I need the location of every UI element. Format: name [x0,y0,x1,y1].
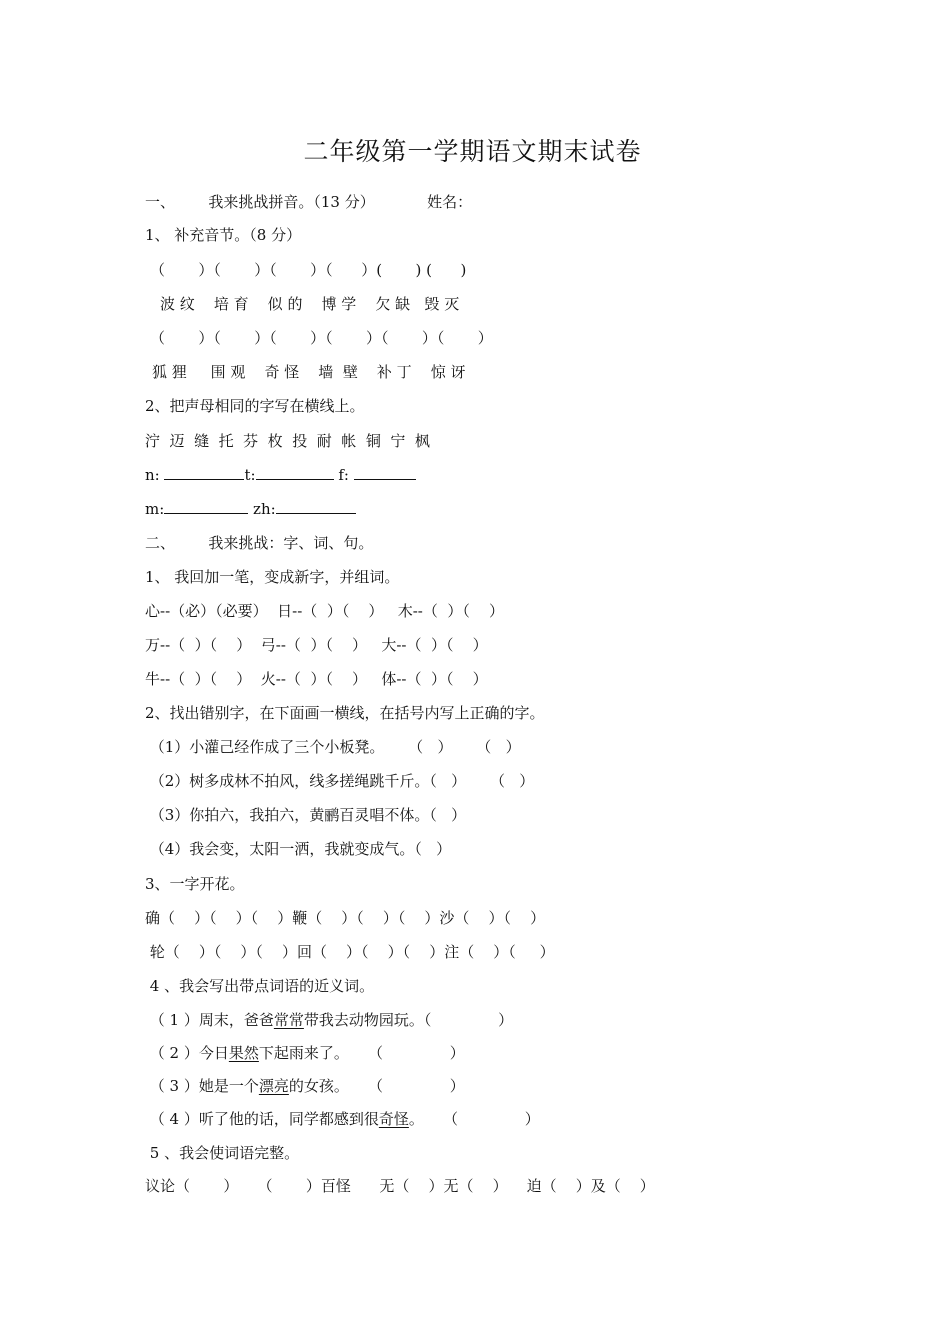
line-text: 万--（ ）（ ） 弓--（ ）（ ） 大--（ ）（ ） [145,636,488,654]
line-text: n: [145,466,165,484]
line-text: 确（ ）（ ）（ ）鞭（ ）（ ）（ ）沙（ ）（ ） [145,909,546,927]
line-text: 一、 我来挑战拼音。（13 分） 姓名： [145,193,473,211]
line-text: （ 4 ）听了他的话，同学都感到很 [145,1110,379,1128]
line-text: （2）树多成林不拍风，线多搓绳跳千斤。（ ） （ ） [145,772,535,790]
line-text: （ 2 ）今日 [145,1044,229,1062]
exam-line [150,260,466,280]
line-text: 4 、我会写出带点词语的近义词。 [145,977,375,995]
line-text: （ ）（ ）（ ）（ ）( ) ( ) [150,261,467,279]
exam-line [145,601,504,621]
answer-blank [164,499,248,514]
line-text: t: [244,466,256,484]
line-text: 2、找出错别字，在下面画一横线，在括号内写上正确的字。 [145,704,545,722]
answer-blank [354,465,416,480]
exam-line [145,1176,655,1196]
exam-line [145,431,430,451]
line-text: 心--（必）（必要） 日--（ ）（ ） 木--（ ）（ ） [145,602,504,620]
line-text: 带我去动物园玩。（ ） [303,1011,514,1029]
exam-line [145,1043,465,1063]
exam-line [145,1076,465,1096]
page-title: 二年级第一学期语文期末试卷 [303,137,642,166]
exam-line [145,192,472,212]
underlined-word: 果然 [228,1044,259,1062]
line-text: 二、 我来挑战：字、词、句。 [145,534,374,552]
line-text: 牛--（ ）（ ） 火--（ ）（ ） 体--（ ）（ ） [145,670,488,688]
underlined-word: 奇怪 [378,1110,409,1128]
exam-line [145,1010,513,1030]
line-text: f: [333,466,354,484]
exam-line [145,225,301,245]
exam-line [160,294,459,314]
exam-line [145,839,451,859]
exam-line [145,635,488,655]
line-text: （ 3 ）她是一个 [145,1077,259,1095]
exam-line [145,533,373,553]
exam-line [145,874,245,894]
exam-line [145,976,374,996]
line-text: （ 1 ）周末，爸爸 [145,1011,274,1029]
line-text: 3、一字开花。 [145,875,245,893]
exam-line [145,499,356,519]
line-text: 1、 补充音节。（8 分） [145,226,302,244]
line-text: 1、 我回加一笔，变成新字，并组词。 [145,568,400,586]
answer-blank [164,465,244,480]
exam-line [145,771,534,791]
line-text: 波 纹 培 育 似 的 博 学 欠 缺 毁 灭 [160,295,460,313]
exam-line [150,328,493,348]
line-text: 狐 狸 围 观 奇 怪 墙 壁 补 丁 惊 讶 [152,363,466,381]
line-text: （1）小灌己经作成了三个小板凳。 （ ） （ ） [145,738,521,756]
exam-line [145,1143,299,1163]
line-text: （ ）（ ）（ ）（ ）（ ）（ ） [150,329,493,347]
exam-line [145,567,399,587]
line-text: 下起雨来了。 （ ） [258,1044,465,1062]
line-text: 轮（ ）（ ）（ ）回（ ）（ ）（ ）注（ ）（ ） [145,943,555,961]
line-text: （4）我会变，太阳一洒，我就变成气。（ ） [145,840,452,858]
underlined-word: 漂亮 [258,1077,289,1095]
line-text: zh: [248,500,276,518]
line-text: 议论（ ） （ ）百怪 无（ ）无（ ） 迫（ ）及（ ） [145,1177,655,1195]
underlined-word: 常常 [273,1011,304,1029]
line-text: 泞 迈 缝 托 芬 枚 投 耐 帐 铜 宁 枫 [145,432,430,450]
exam-line [152,362,466,382]
exam-line [145,942,555,962]
answer-blank [256,465,334,480]
exam-line [145,908,545,928]
exam-line [145,1109,540,1129]
exam-line [145,737,521,757]
exam-line [145,669,488,689]
exam-line [145,465,416,485]
exam-line [145,805,466,825]
line-text: 5 、我会使词语完整。 [145,1144,300,1162]
line-text: （3）你拍六，我拍六，黄鹂百灵唱不体。（ ） [145,806,467,824]
line-text: m: [145,500,165,518]
answer-blank [276,499,356,514]
line-text: 。 （ ） [408,1110,540,1128]
exam-line [145,703,545,723]
line-text: 2、把声母相同的字写在横线上。 [145,397,365,415]
exam-line [145,396,365,416]
line-text: 的女孩。 （ ） [288,1077,465,1095]
